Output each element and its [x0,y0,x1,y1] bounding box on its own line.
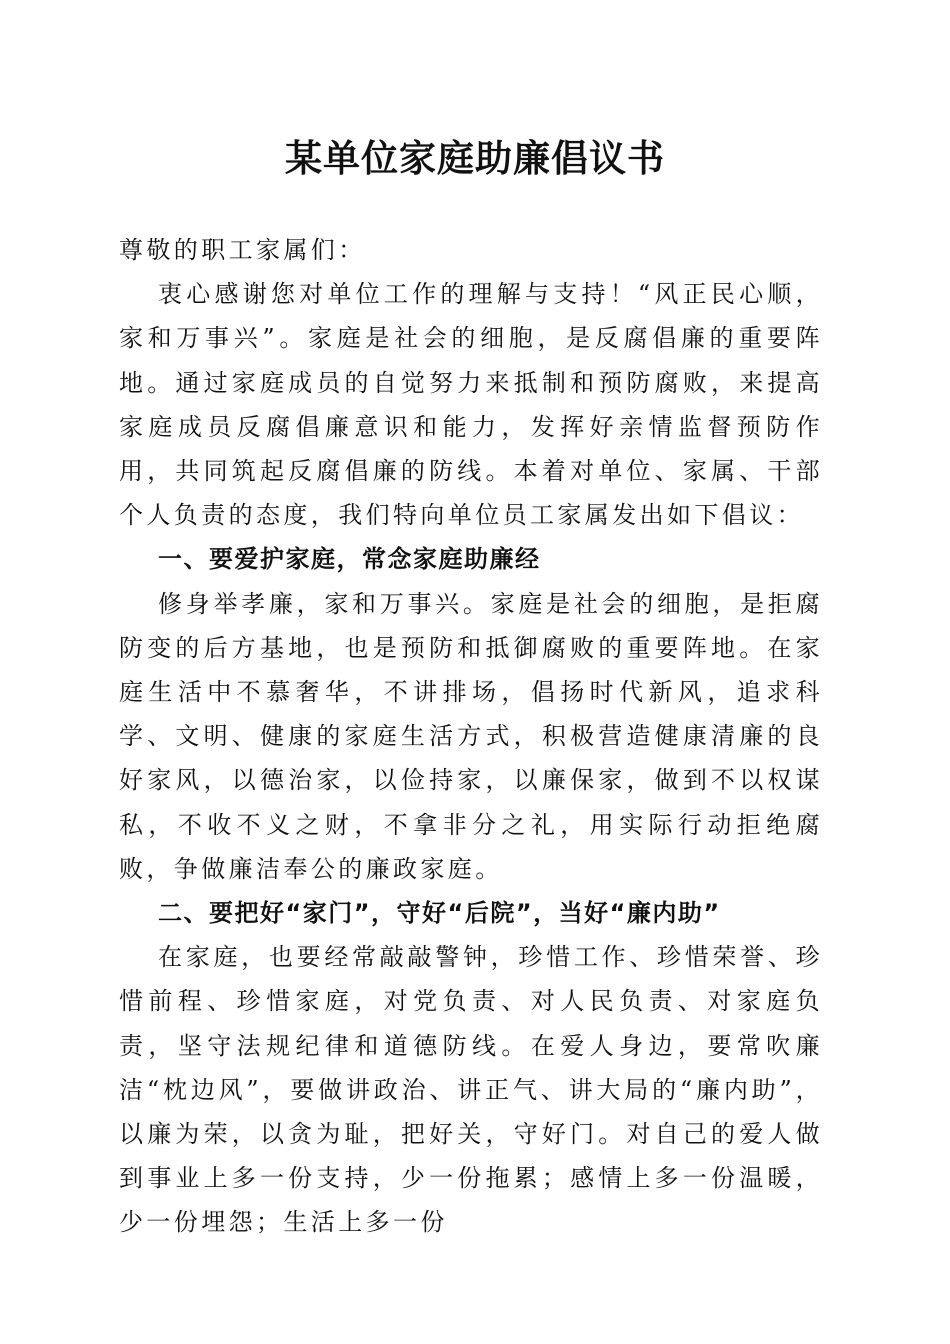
section-heading-1: 一、要爱护家庭，常念家庭助廉经 [158,545,541,574]
salutation: 尊敬的职工家属们： [119,236,366,264]
section-body-1: 修身举孝廉，家和万事兴。家庭是社会的细胞，是拒腐防变的后方基地，也是预防和抵御腐败的重要阵地。在家庭生活中不慕奢华，不讲排场，倡扬时代新风，追求科学、文明、健康的家庭生活方式，积极营造健康清廉的良好家风，以德治家，以俭持家，以廉保家，做到不以权谋私，不收不义之财，不拿非分之礼，用实际行动拒绝腐败，争做廉洁奉公的廉政家庭。 [119,589,823,883]
section-body-2: 在家庭，也要经常敲敲警钟，珍惜工作、珍惜荣誉、珍惜前程、珍惜家庭，对党负责、对人民负责、对家庭负责，坚守法规纪律和道德防线。在爱人身边，要常吹廉洁“枕边风”，要做讲政治、讲正气、讲大局的“廉内助”，以廉为荣，以贪为耻，把好关，守好门。对自己的爱人做到事业上多一份支持，少一份拖累；感情上多一份温暖，少一份埋怨；生活上多一份 [119,943,823,1237]
intro-paragraph: 衷心感谢您对单位工作的理解与支持！“风正民心顺，家和万事兴”。家庭是社会的细胞，是反腐倡廉的重要阵地。通过家庭成员的自觉努力来抵制和预防腐败，来提高家庭成员反腐倡廉意识和能力，发挥好亲情监督预防作用，共同筑起反腐倡廉的防线。本着对单位、家属、干部个人负责的态度，我们特向单位员工家属发出如下倡议： [119,280,823,530]
document-title: 某单位家庭助廉倡议书 [285,136,665,180]
section-heading-2: 二、要把好“家门”，守好“后院”，当好“廉内助” [158,899,721,928]
document-body [119,228,823,1245]
